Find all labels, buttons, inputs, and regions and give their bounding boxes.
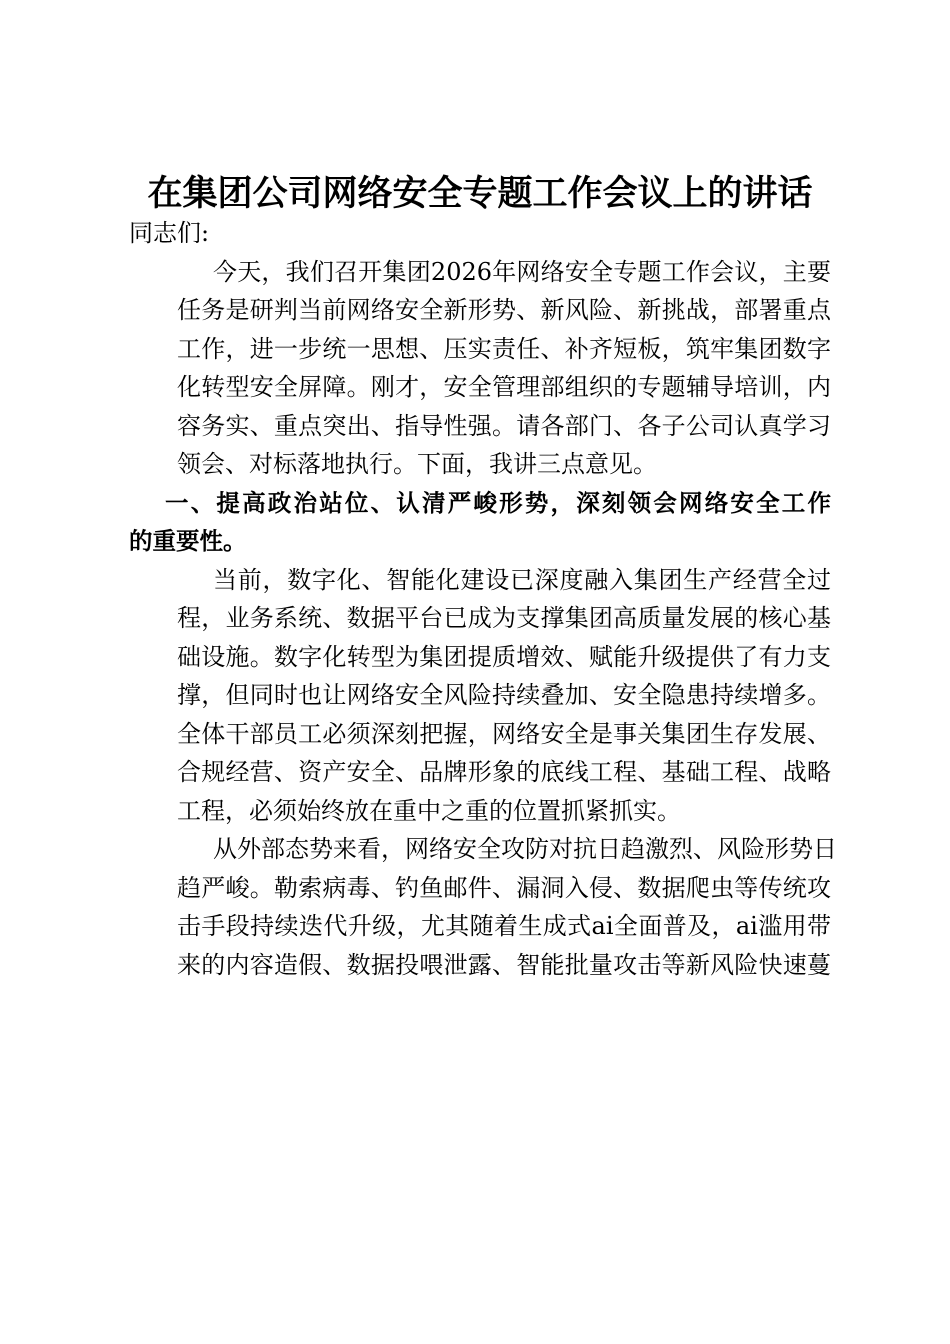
salutation: 同志们: [129,219,210,247]
document-title: 在集团公司网络安全专题工作会议上的讲话 [147,174,813,214]
paragraph-current-situation [129,561,831,831]
text-line: 础设施。数字化转型为集团提质增效、赋能升级提供了有力支 [177,642,831,671]
text-line: 来的内容造假、数据投喂泄露、智能批量攻击等新风险快速蔓 [177,950,831,979]
paragraph-external-situation [129,830,837,984]
text-line: 从外部态势来看，网络安全攻防对抗日趋激烈、风险形势日 [213,835,837,863]
heading-line: 一、提高政治站位、认清严峻形势，深刻领会网络安全工作 [165,488,831,517]
paragraph-opening [129,253,831,484]
text-line: 撑，但同时也让网络安全风险持续叠加、安全隐患持续增多。 [177,681,831,709]
section-heading-1 [129,484,831,561]
text-line: 领会、对标落地执行。下面，我讲三点意见。 [177,450,657,478]
text-line: 容务实、重点突出、指导性强。请各部门、各子公司认真学习 [177,411,831,440]
text-line: 化转型安全屏障。刚才，安全管理部组织的专题辅导培训，内 [177,373,831,401]
text-line: 全体干部员工必须深刻把握，网络安全是事关集团生存发展、 [177,719,831,748]
text-line: 程，业务系统、数据平台已成为支撑集团高质量发展的核心基 [177,604,831,632]
text-line: 工程，必须始终放在重中之重的位置抓紧抓实。 [177,796,681,825]
document-body [129,214,837,984]
text-line: 任务是研判当前网络安全新形势、新风险、新挑战，部署重点 [177,296,831,324]
text-line: 工作，进一步统一思想、压实责任、补齐短板，筑牢集团数字 [177,334,831,363]
text-line: 今天，我们召开集团2026年网络安全专题工作会议，主要 [213,257,831,286]
text-line: 当前，数字化、智能化建设已深度融入集团生产经营全过 [213,565,831,594]
heading-line: 的重要性。 [129,527,247,555]
text-line: 趋严峻。勒索病毒、钓鱼邮件、漏洞入侵、数据爬虫等传统攻 [177,873,831,902]
text-line: 合规经营、资产安全、品牌形象的底线工程、基础工程、战略 [177,758,831,786]
text-line: 击手段持续迭代升级，尤其随着生成式ai全面普及，ai滥用带 [177,912,831,940]
